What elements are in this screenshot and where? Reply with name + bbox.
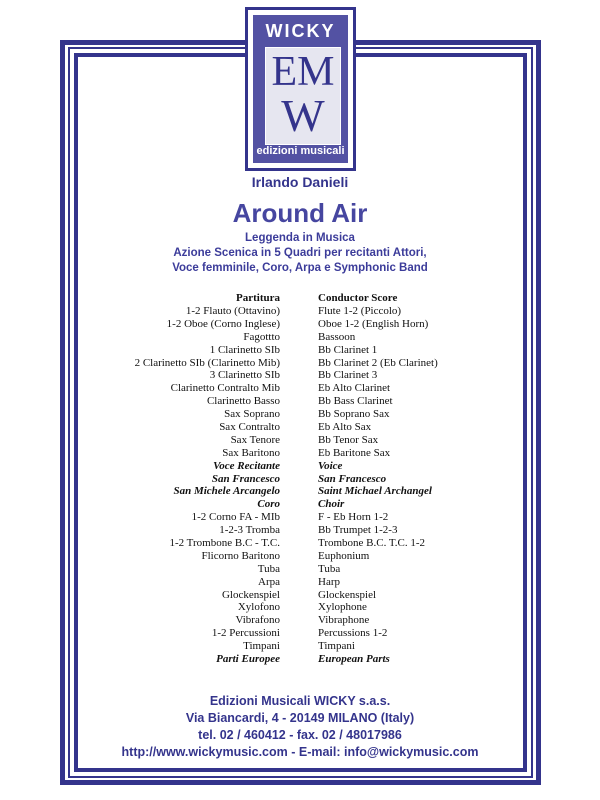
part-row bbox=[0, 589, 600, 602]
part-row bbox=[0, 473, 600, 486]
work-title: Around Air bbox=[232, 198, 368, 228]
logo-w-text: W bbox=[281, 90, 325, 141]
part-italian: 1-2 Corno FA - MIb bbox=[191, 511, 280, 524]
part-row bbox=[0, 318, 600, 331]
part-italian: Xylofono bbox=[237, 601, 280, 614]
part-italian: Sax Contralto bbox=[219, 421, 280, 434]
part-italian: 3 Clarinetto SIb bbox=[209, 369, 280, 382]
column-header-conductor-score: Conductor Score bbox=[318, 292, 398, 304]
part-english: Eb Alto Sax bbox=[318, 421, 372, 434]
publisher-logo bbox=[245, 7, 356, 171]
part-english: Bassoon bbox=[318, 330, 356, 343]
part-row bbox=[0, 421, 600, 434]
part-row bbox=[0, 537, 600, 550]
part-english: Xylophone bbox=[318, 601, 367, 614]
part-english: Harp bbox=[318, 575, 340, 588]
part-english: Saint Michael Archangel bbox=[318, 485, 432, 498]
part-italian: Clarinetto Basso bbox=[206, 395, 280, 408]
part-english: Voice bbox=[318, 459, 343, 472]
publisher-address: Via Biancardi, 4 - 20149 MILANO (Italy) bbox=[185, 711, 415, 725]
part-row bbox=[0, 460, 600, 473]
part-italian: 1-2 Oboe (Corno Inglese) bbox=[166, 317, 280, 330]
part-italian: Coro bbox=[257, 498, 280, 511]
part-row bbox=[0, 614, 600, 627]
logo-edizioni-text: edizioni musicali bbox=[256, 145, 345, 157]
part-row bbox=[0, 408, 600, 421]
part-italian: Fagottto bbox=[243, 330, 280, 343]
part-italian: Sax Soprano bbox=[224, 408, 280, 421]
part-row bbox=[0, 395, 600, 408]
part-italian: 1-2-3 Tromba bbox=[219, 524, 280, 537]
logo-em-text: EM bbox=[271, 49, 335, 95]
part-italian: San Michele Arcangelo bbox=[173, 485, 280, 498]
publisher-name: Edizioni Musicali WICKY s.a.s. bbox=[209, 694, 391, 708]
part-english: European Parts bbox=[318, 653, 390, 666]
part-row bbox=[0, 305, 600, 318]
part-italian: 1-2 Percussioni bbox=[211, 627, 280, 640]
logo-wicky-text: WICKY bbox=[265, 21, 336, 41]
part-italian: Sax Tenore bbox=[230, 433, 280, 446]
part-italian: San Francesco bbox=[211, 472, 280, 485]
subtitle-line-1: Leggenda in Musica bbox=[245, 232, 355, 244]
part-italian: 1 Clarinetto SIb bbox=[209, 343, 280, 356]
part-italian: Vibrafono bbox=[235, 614, 280, 627]
part-english: Timpani bbox=[318, 640, 355, 653]
part-english: Flute 1-2 (Piccolo) bbox=[318, 305, 402, 317]
part-row bbox=[0, 524, 600, 537]
part-row bbox=[0, 382, 600, 395]
part-italian: 1-2 Trombone B.C - T.C. bbox=[169, 537, 280, 550]
part-row bbox=[0, 485, 600, 498]
part-italian: Flicorno Baritono bbox=[201, 549, 280, 562]
part-english: Vibraphone bbox=[318, 614, 370, 627]
part-row bbox=[0, 640, 600, 653]
part-row bbox=[0, 576, 600, 589]
part-italian: 2 Clarinetto SIb (Clarinetto Mib) bbox=[134, 356, 280, 369]
part-row bbox=[0, 447, 600, 460]
part-italian: Tuba bbox=[257, 562, 280, 575]
part-italian: 1-2 Flauto (Ottavino) bbox=[185, 305, 280, 317]
part-english: Bb Bass Clarinet bbox=[318, 395, 393, 408]
part-row bbox=[0, 331, 600, 344]
part-row bbox=[0, 357, 600, 370]
part-italian: Voce Recitante bbox=[213, 459, 280, 472]
part-english: Bb Clarinet 2 (Eb Clarinet) bbox=[318, 356, 438, 369]
part-row bbox=[0, 344, 600, 357]
publisher-web-email: http://www.wickymusic.com - E-mail: info@wickymusic.com bbox=[121, 745, 479, 759]
part-row bbox=[0, 511, 600, 524]
part-english: Trombone B.C. T.C. 1-2 bbox=[318, 537, 426, 550]
logo-panel bbox=[252, 14, 349, 164]
publisher-phone-fax: tel. 02 / 460412 - fax. 02 / 48017986 bbox=[198, 728, 402, 742]
part-english: Eb Alto Clarinet bbox=[318, 382, 391, 395]
column-header-partitura: Partitura bbox=[236, 292, 280, 304]
part-english: San Francesco bbox=[318, 472, 387, 485]
part-italian: Parti Europee bbox=[216, 653, 280, 666]
logo-emblem bbox=[265, 47, 341, 145]
part-row bbox=[0, 601, 600, 614]
part-row bbox=[0, 498, 600, 511]
part-english: Bb Trumpet 1-2-3 bbox=[318, 524, 398, 537]
part-english: Euphonium bbox=[318, 549, 370, 562]
part-row bbox=[0, 563, 600, 576]
part-english: Eb Baritone Sax bbox=[318, 446, 391, 459]
part-italian: Sax Baritono bbox=[222, 446, 280, 459]
part-english: Bb Clarinet 3 bbox=[318, 369, 378, 382]
instrumentation-list bbox=[0, 305, 600, 666]
part-italian: Timpani bbox=[243, 640, 280, 653]
part-italian: Arpa bbox=[258, 575, 280, 588]
part-row bbox=[0, 369, 600, 382]
part-english: Choir bbox=[318, 498, 345, 511]
composer-name: Irlando Danieli bbox=[251, 174, 349, 190]
part-english: Tuba bbox=[318, 562, 341, 575]
part-english: Bb Clarinet 1 bbox=[318, 343, 378, 356]
part-english: Bb Soprano Sax bbox=[318, 408, 390, 421]
part-row bbox=[0, 434, 600, 447]
part-english: Oboe 1-2 (English Horn) bbox=[318, 317, 429, 330]
subtitle-line-2: Azione Scenica in 5 Quadri per recitanti Attori, bbox=[173, 247, 427, 259]
part-row bbox=[0, 653, 600, 666]
part-english: Bb Tenor Sax bbox=[318, 433, 379, 446]
part-italian: Clarinetto Contralto Mib bbox=[170, 382, 280, 395]
part-english: F - Eb Horn 1-2 bbox=[318, 511, 389, 524]
part-english: Percussions 1-2 bbox=[318, 627, 388, 640]
subtitle-line-3: Voce femminile, Coro, Arpa e Symphonic Band bbox=[172, 262, 428, 274]
part-italian: Glockenspiel bbox=[221, 588, 280, 601]
part-row bbox=[0, 550, 600, 563]
part-row bbox=[0, 627, 600, 640]
part-english: Glockenspiel bbox=[318, 588, 377, 601]
